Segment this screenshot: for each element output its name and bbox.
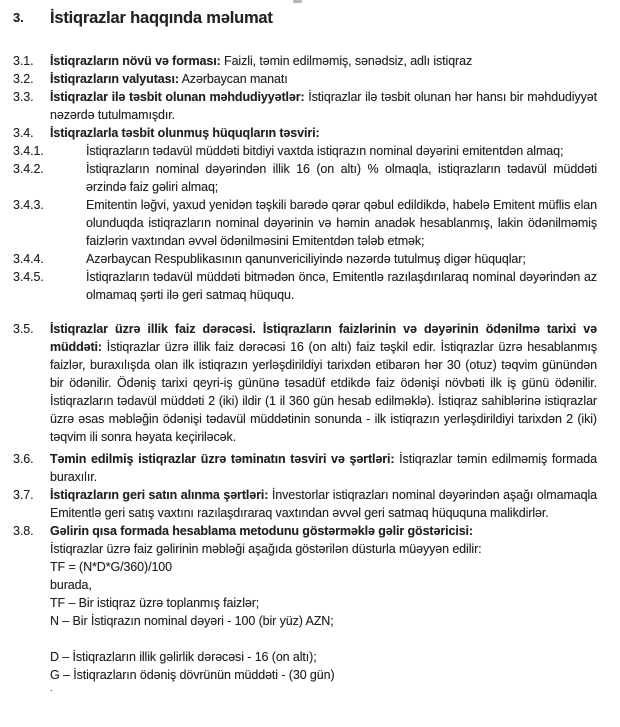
section-3-1 xyxy=(13,52,597,70)
section-number: 3.6. xyxy=(13,452,34,466)
section-3-4-5 xyxy=(13,268,597,304)
document-heading xyxy=(13,6,597,30)
section-3-6 xyxy=(13,450,597,486)
formula-intro: İstiqrazlar üzrə faiz gəlirinin məbləği aşağıda göstərilən düsturla müəyyən edilir: xyxy=(50,542,482,556)
section-number: 3.4.1. xyxy=(13,144,44,158)
section-label: İstiqrazların geri satın alınma şərtləri: xyxy=(50,488,269,502)
section-body: İstiqrazların nominal dəyərindən illik 16 (on altı) % olmaqla, istiqrazların tədavül müddəti ərzində faiz gəliri almaq; xyxy=(86,162,597,194)
section-3-4-3 xyxy=(13,196,597,250)
section-3-4-2 xyxy=(13,160,597,196)
section-3-7 xyxy=(13,486,597,522)
section-body: Azərbaycan manatı xyxy=(181,72,288,86)
section-number: 3.4.3. xyxy=(13,198,44,212)
section-label: İstiqrazlar üzrə illik faiz dərəcəsi. İstiqrazların faizlərinin və dəyərinin ödənilmə tarixi və müddəti: xyxy=(50,322,597,354)
trailing-mark: . xyxy=(50,683,53,693)
formula-n-line: N – Bir İstiqrazın nominal dəyəri - 100 (bir yüz) AZN; xyxy=(50,614,334,628)
section-label: İstiqrazların valyutası: xyxy=(50,72,179,86)
section-body: İstiqrazların tədavül müddəti bitdiyi vaxtda istiqrazın nominal dəyərini emitentdən almaq; xyxy=(86,144,564,158)
section-text xyxy=(50,450,597,486)
section-number: 3.4. xyxy=(13,126,34,140)
section-number: 3.2. xyxy=(13,72,34,86)
section-3-4 xyxy=(13,124,597,142)
section-3-2 xyxy=(13,70,597,88)
section-body: Emitentin ləğvi, yaxud yenidən təşkili barədə qərar qəbul edildikdə, habelə Emitent müflis elan olunduqda istiqrazların nominal dəyərinin və həmin anadək hesablanmış, lakin ödənilməmiş faizlərin vaxtından əvvəl ödənilməsini Emitentdən tələb etmək; xyxy=(86,198,597,248)
section-label: Təmin edilmiş istiqrazlar üzrə təminatın təsviri və şərtləri: xyxy=(50,452,395,466)
section-text xyxy=(50,320,597,446)
formula-tf-line: TF – Bir istiqraz üzrə toplanmış faizlər; xyxy=(50,596,260,610)
section-number: 3.4.4. xyxy=(13,252,44,266)
scan-artifact xyxy=(293,0,302,3)
section-body: İstiqrazlar təmin edilməmiş formada buraxılır. xyxy=(50,452,598,484)
section-text xyxy=(50,522,597,693)
section-text xyxy=(86,196,597,250)
section-text xyxy=(50,124,597,142)
section-number: 3.3. xyxy=(13,90,34,104)
formula-where-label: burada, xyxy=(50,578,92,592)
section-body: İstiqrazlar ilə təsbit olunan hər hansı bir məhdudiyyət nəzərdə tutulmamışdır. xyxy=(50,90,597,122)
section-number: 3.1. xyxy=(13,54,34,68)
section-3-8 xyxy=(13,522,597,693)
section-body: İnvestorlar istiqrazları nominal dəyərindən aşağı olmamaqla Emitentlə geri satış vaxtını razılaşdıraraq vaxtından əvvəl geri satmaq hüququna malikdirlər. xyxy=(50,488,598,520)
section-body: Faizli, təmin edilməmiş, sənədsiz, adlı istiqraz xyxy=(224,54,473,68)
formula-d-line: D – İstiqrazların illik gəlirlik dərəcəsi - 16 (on altı); xyxy=(50,650,317,664)
section-text xyxy=(50,52,597,70)
section-text xyxy=(86,160,597,196)
section-3-5 xyxy=(13,320,597,446)
section-label: İstiqrazların növü və forması: xyxy=(50,54,221,68)
section-3-4-4 xyxy=(13,250,597,268)
section-number: 3.7. xyxy=(13,488,34,502)
section-text xyxy=(86,268,597,304)
section-label: İstiqrazlarla təsbit olunmuş hüquqların təsviri: xyxy=(50,126,320,140)
section-label: Gəlirin qısa formada hesablama metodunu göstərməklə gəlir göstəricisi: xyxy=(50,524,473,538)
page-title: İstiqrazlar haqqında məlumat xyxy=(50,9,273,27)
section-text xyxy=(86,142,597,160)
section-text xyxy=(50,88,597,124)
section-number: 3.4.5. xyxy=(13,270,44,284)
section-number: 3.8. xyxy=(13,524,34,538)
section-3-3 xyxy=(13,88,597,124)
heading-number: 3. xyxy=(13,10,24,25)
section-text xyxy=(50,70,597,88)
formula-g-line: G – İstiqrazların ödəniş dövrünün müddəti - (30 gün) xyxy=(50,668,335,682)
section-body: İstiqrazların tədavül müddəti bitmədən öncə, Emitentlə razılaşdırılaraq nominal dəyərindən az olmamaq şərti ilə geri satmaq hüququ. xyxy=(86,270,597,302)
section-3-4-1 xyxy=(13,142,597,160)
section-number: 3.4.2. xyxy=(13,162,44,176)
section-label: İstiqrazlar ilə təsbit olunan məhdudiyyətlər: xyxy=(50,90,305,104)
section-body: İstiqrazlar üzrə illik faiz dərəcəsi 16 (on altı) faiz təşkil edir. İstiqrazlar üzrə hesablanmış faizlər, buraxılışda olan ilk istiqrazın yerləşdirildiyi tarixdən etibarən hər 30 (otuz) təqvim günündən bir ödənilir. Ödəniş tarixi qeyri-iş gününə təsadüf etdikdə faiz ödənişi növbəti ilk iş günü ödənilir. İstiqrazların tədavül müddəti 2 (iki) ildir (1 il 360 gün hesab edilməklə). İstiqraz sahiblərinə istiqrazlar üzrə əsas məbləğin ödənişi tədavül müddətinin sonunda - ilk istiqrazın yerləşdirildiyi tarixdən 2 (iki) təqvim ili sonra həyata keçiriləcək. xyxy=(50,340,598,444)
section-number: 3.5. xyxy=(13,322,34,336)
section-text xyxy=(86,250,597,268)
section-body: Azərbaycan Respublikasının qanunvericiliyində nəzərdə tutulmuş digər hüquqlar; xyxy=(86,252,526,266)
section-text xyxy=(50,486,597,522)
formula-equation: TF = (N*D*G/360)/100 xyxy=(50,560,173,574)
